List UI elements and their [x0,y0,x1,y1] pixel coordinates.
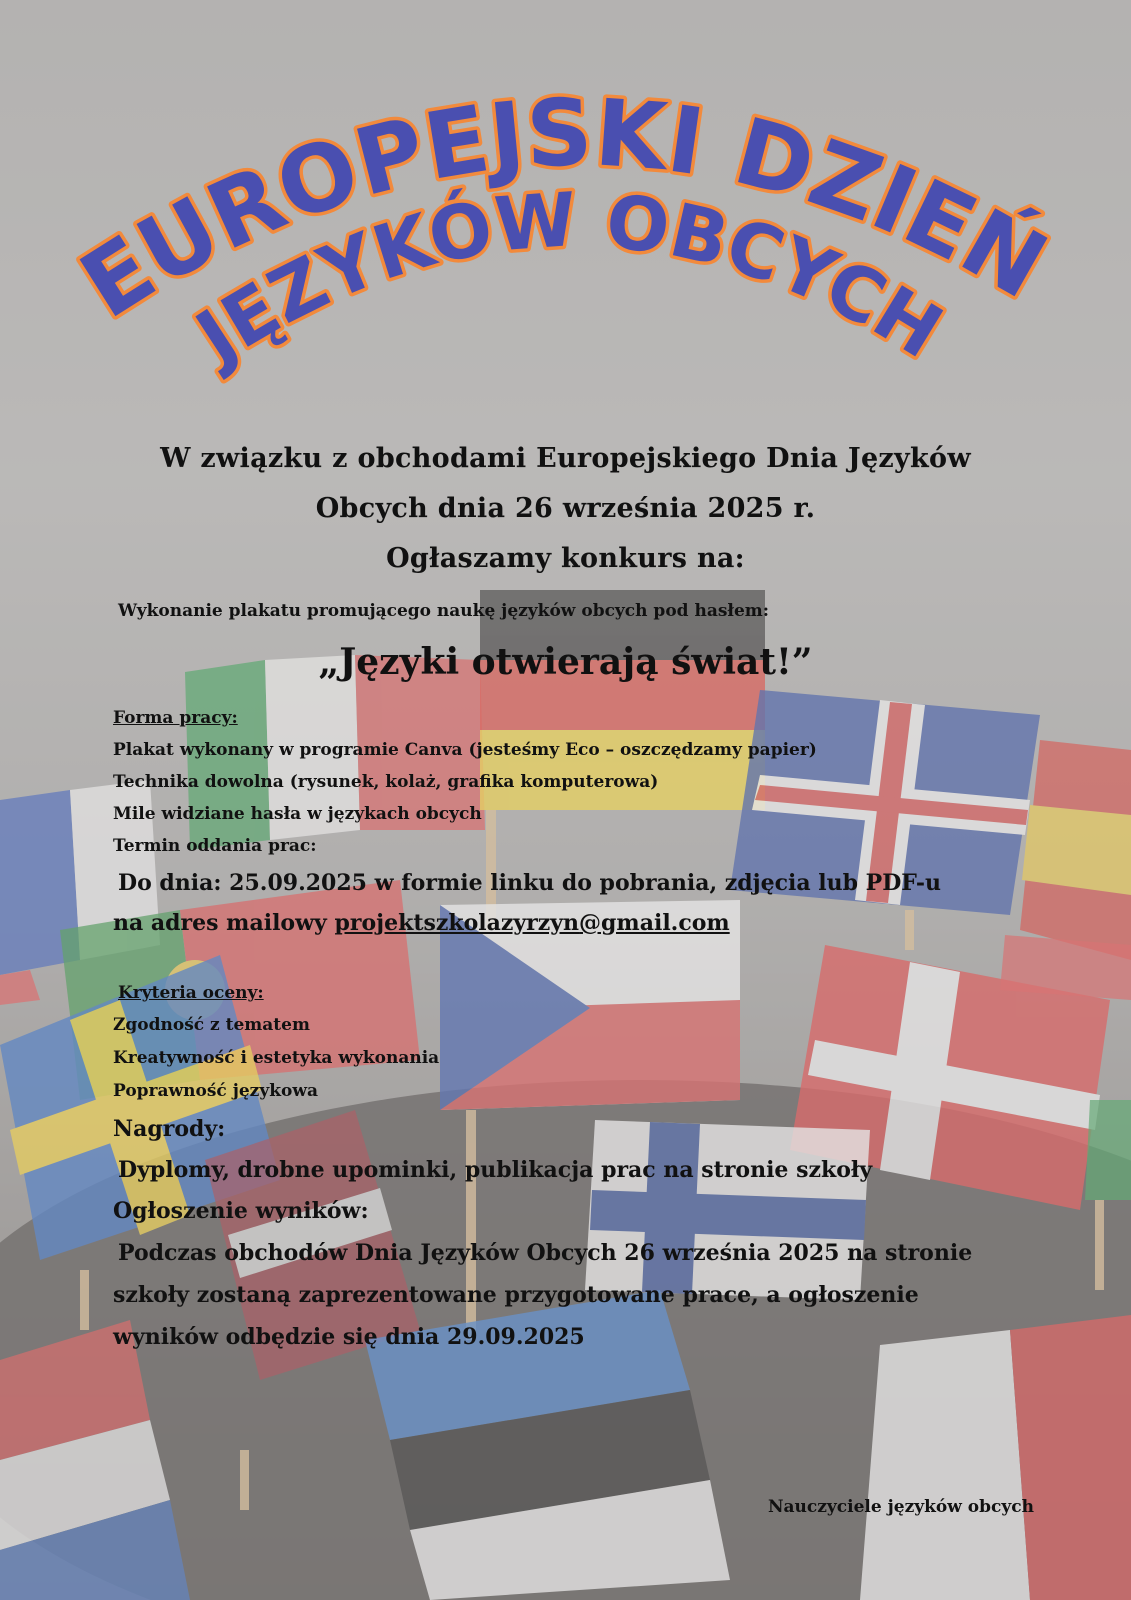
nagrody-heading: Nagrody: [113,1116,226,1142]
intro-line-2: Obcych dnia 26 września 2025 r. [315,493,816,524]
wyniki-line-3: wyników odbędzie się dnia 29.09.2025 [113,1324,585,1350]
headline-line-2: JĘZYKÓW OBCYCH [182,176,957,381]
forma-item: Technika dowolna (rysunek, kolaż, grafika komputerowa) [113,772,659,792]
kryteria-item: Kreatywność i estetyka wykonania [113,1048,440,1068]
forma-item: Termin oddania prac: [113,836,317,856]
kryteria-heading: Kryteria oceny: [118,983,264,1003]
deadline-prefix: na adres mailowy [113,910,335,936]
contest-motto: „Języki otwierają świat!” [318,641,813,683]
task-description: Wykonanie plakatu promującego naukę języków obcych pod hasłem: [118,601,770,621]
signature: Nauczyciele języków obcych [768,1497,1034,1517]
deadline-line-2 [113,910,730,936]
email-link[interactable] [334,910,729,936]
forma-heading: Forma pracy: [113,708,238,728]
kryteria-item: Zgodność z tematem [113,1015,310,1035]
forma-item: Mile widziane hasła w językach obcych [113,804,482,824]
kryteria-item: Poprawność językowa [113,1081,318,1101]
wyniki-heading: Ogłoszenie wyników: [113,1198,369,1224]
wyniki-line-1: Podczas obchodów Dnia Języków Obcych 26 września 2025 na stronie [118,1240,973,1266]
intro-line-1: W związku z obchodami Europejskiego Dnia Języków [160,443,971,474]
deadline-line-1: Do dnia: 25.09.2025 w formie linku do pobrania, zdjęcia lub PDF-u [118,870,942,896]
email-domain: @gmail.com [579,910,730,936]
wyniki-line-2: szkoły zostaną zaprezentowane przygotowane prace, a ogłoszenie [113,1282,919,1308]
nagrody-text: Dyplomy, drobne upominki, publikacja prac na stronie szkoły [118,1157,873,1183]
headline-title [0,0,1131,420]
forma-item: Plakat wykonany w programie Canva (jesteśmy Eco – oszczędzamy papier) [113,740,817,760]
intro-line-3: Ogłaszamy konkurs na: [386,543,745,574]
headline-line-1: EUROPEJSKI DZIEŃ [62,79,1064,340]
email-user: projektszkolazyrzyn [334,910,580,936]
